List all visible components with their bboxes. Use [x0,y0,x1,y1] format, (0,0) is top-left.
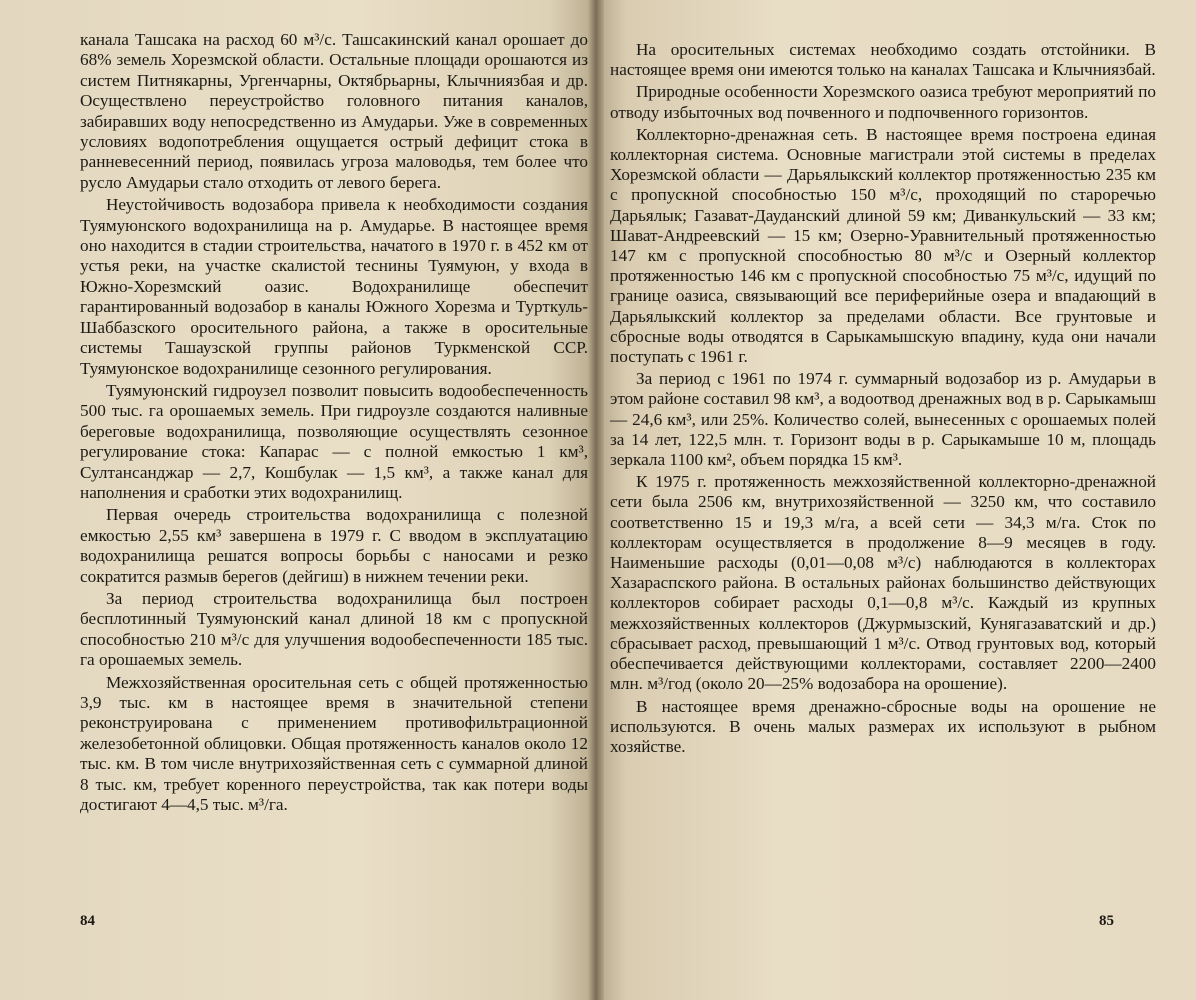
right-page [596,0,1196,1000]
paragraph: Коллекторно-дренажная сеть. В настоящее время построена единая коллекторная система. Основные магистрали этой системы в пределах Хорезмской области — Дарьялыкский коллектор протяженностью 235 км с пропускной способностью 150 м³/с, проходящий по староречью Дарьялык; Газават-Дауданский длиной 59 км; Диванкульский — 33 км; Шават-Андреевский — 15 км; Озерно-Уравнительный протяженностью 147 км с пропускной способностью 80 м³/с и Озерный коллектор протяженностью 146 км с пропускной способностью 75 м³/с, идущий по границе оазиса, связывающий все периферийные озера и впадающий в Дарьялыкский коллектор за пределами области. Все грунтовые и сбросные воды отводятся в Сарыкамышскую впадину, куда они начали поступать с 1961 г. [610,124,1156,367]
paragraph: К 1975 г. протяженность межхозяйственной коллекторно-дренажной сети была 2506 км, внутрихозяйственной — 3250 км, что составило соответственно 15 и 19,3 м/га, а всей сети — 34,3 м/га. Сток по коллекторам осуществляется в продолжение 8—9 месяцев в году. Наименьшие расходы (0,01—0,08 м³/с) наблюдаются в коллекторах Хазараспского района. В остальных районах большинство действующих коллекторов собирает расходы 0,1—0,8 м³/с. Каждый из крупных межхозяйственных коллекторов (Джурмызский, Кунягазаватский и др.) сбрасывает расход, превышающий 1 м³/с. Отвод грунтовых вод, который обеспечивается действующими коллекторами, составляет 2200—2400 млн. м³/год (около 20—25% водозабора на орошение). [610,472,1156,694]
page-number: 85 [1099,913,1114,929]
paragraph: За период с 1961 по 1974 г. суммарный водозабор из р. Амударьи в этом районе составил 98 км³, а водоотвод дренажных вод в р. Сарыкамыш — 24,6 км³, или 25%. Количество солей, вынесенных с орошаемых полей за 14 лет, 122,5 млн. т. Горизонт воды в р. Сарыкамыше 10 м, площадь зеркала 1100 км², объем порядка 15 км³. [610,369,1156,470]
paragraph: За период строительства водохранилища был построен бесплотинный Туямуюнский канал длиной 18 км с пропускной способностью 210 м³/с для улучшения водообеспеченности 185 тыс. га орошаемых земель. [80,588,588,670]
page-number: 84 [80,913,95,929]
paragraph: Природные особенности Хорезмского оазиса требуют мероприятий по отводу избыточных вод почвенного и подпочвенного горизонтов. [610,82,1156,122]
paragraph: Межхозяйственная оросительная сеть с общей протяженностью 3,9 тыс. км в настоящее время в значительной степени реконструирована с применением противофильтрационной железобетонной облицовки. Общая протяженность каналов около 12 тыс. км. В том числе внутрихозяйственная сеть с суммарной длиной 8 тыс. км, требует коренного переустройства, так как потери воды достигают 4—4,5 тыс. м³/га. [80,672,588,815]
paragraph: канала Ташсака на расход 60 м³/с. Ташсакинский канал орошает до 68% земель Хорезмской области. Остальные площади орошаются из систем Питнякарны, Ургенчарны, Октябрьарны, Клычниязбая и др. Осуществлено переустройство головного питания каналов, забиравших воду непосредственно из Амударьи. Уже в современных условиях водопотребления ощущается острый дефицит стока в ранневесенний период, появилась угроза маловодья, тем более что русло Амударьи стало отходить от левого берега. [80,30,588,192]
paragraph: Неустойчивость водозабора привела к необходимости создания Туямуюнского водохранилища на р. Амударье. В настоящее время оно находится в стадии строительства, начатого в 1970 г. в 452 км от устья реки, на участке скалистой теснины Туямуюн, у входа в Южно-Хорезмский оазис. Водохранилище обеспечит гарантированный водозабор в каналы Южного Хорезма и Турткуль-Шаббазского оросительного района, а также в оросительные системы Ташаузской группы районов Туркменской ССР. Туямуюнское водохранилище сезонного регулирования. [80,195,588,378]
paragraph: В настоящее время дренажно-сбросные воды на орошение не используются. В очень малых размерах их используют в рыбном хозяйстве. [610,696,1156,756]
paragraph: Туямуюнский гидроузел позволит повысить водообеспеченность 500 тыс. га орошаемых земель. При гидроузле создаются наливные береговые водохранилища, позволяющие осуществлять сезонное регулирование стока: Капарас — с полной емкостью 1 км³, Султансанджар — 2,7, Кошбулак — 1,5 км³, а также канал для наполнения и сработки этих водохранилищ. [80,380,588,502]
paragraph: На оросительных системах необходимо создать отстойники. В настоящее время они имеются только на каналах Ташсака и Клычниязбай. [610,40,1156,80]
left-page [0,0,596,1000]
paragraph: Первая очередь строительства водохранилища с полезной емкостью 2,55 км³ завершена в 1979 г. С вводом в эксплуатацию водохранилища решатся вопросы борьбы с наносами и резко сократится размыв берегов (дейгиш) в нижнем течении реки. [80,505,588,586]
